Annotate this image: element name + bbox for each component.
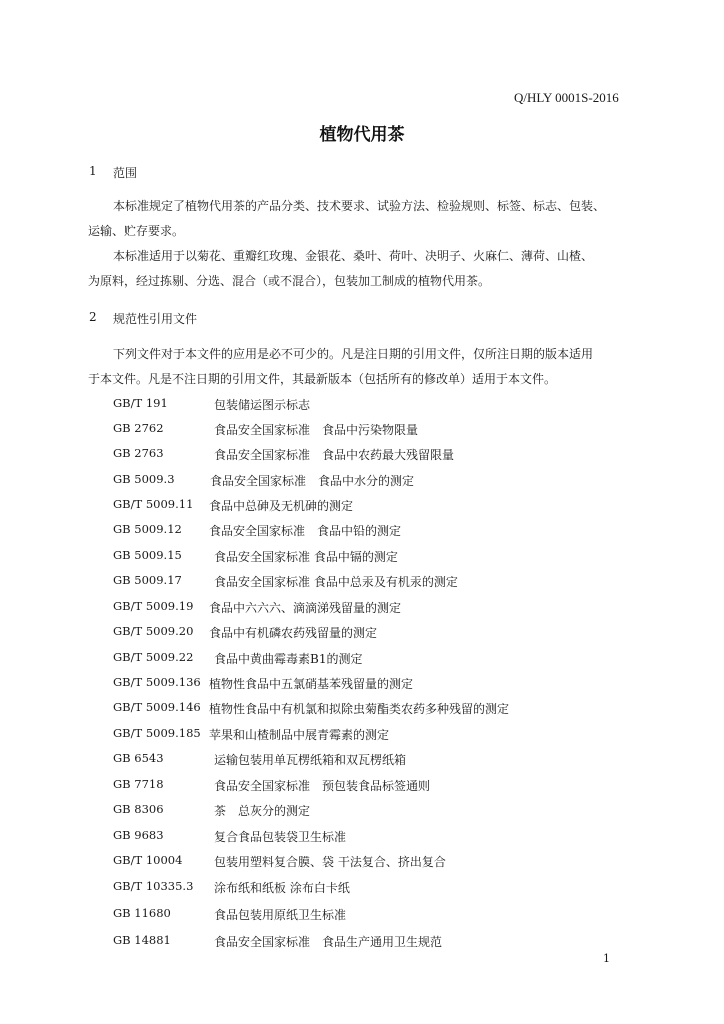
reference-title: 食品中总砷及无机砷的测定 bbox=[209, 499, 354, 513]
reference-title: 食品安全国家标准 食品中镉的测定 bbox=[214, 550, 398, 564]
section-1-para-2-line-2: 为原料，经过拣剔、分选、混合（或不混合），包装加工制成的植物代用茶。 bbox=[88, 274, 491, 288]
reference-code: GB 5009.3 bbox=[113, 472, 175, 486]
reference-title: 运输包装用单瓦楞纸箱和双瓦楞纸箱 bbox=[214, 753, 407, 767]
reference-title: 食品中黄曲霉毒素B1的测定 bbox=[214, 652, 363, 666]
section-1-number: 1 bbox=[89, 164, 97, 178]
page-number: 1 bbox=[603, 952, 610, 965]
reference-code: GB/T 5009.19 bbox=[113, 599, 194, 613]
reference-code: GB 5009.15 bbox=[113, 548, 182, 562]
reference-code: GB 8306 bbox=[113, 802, 164, 816]
reference-code: GB/T 5009.136 bbox=[113, 675, 201, 689]
reference-title: 食品安全国家标准 食品生产通用卫生规范 bbox=[214, 935, 443, 949]
reference-code: GB/T 10004 bbox=[113, 853, 183, 867]
reference-code: GB/T 191 bbox=[113, 396, 168, 410]
reference-code: GB/T 5009.22 bbox=[113, 650, 194, 664]
reference-code: GB 11680 bbox=[113, 906, 171, 920]
document-code: Q/HLY 0001S-2016 bbox=[514, 90, 619, 105]
reference-code: GB/T 5009.185 bbox=[113, 726, 201, 740]
reference-title: 茶 总灰分的测定 bbox=[214, 804, 311, 818]
reference-title: 复合食品包装袋卫生标准 bbox=[214, 830, 347, 844]
reference-code: GB 5009.17 bbox=[113, 573, 182, 587]
section-2-para-line-2: 于本文件。凡是不注日期的引用文件，其最新版本（包括所有的修改单）适用于本文件。 bbox=[88, 372, 557, 386]
section-1-title: 范围 bbox=[113, 166, 138, 180]
section-1-para-2-line-1: 本标准适用于以菊花、重瓣红玫瑰、金银花、桑叶、荷叶、决明子、火麻仁、薄荷、山楂、 bbox=[113, 249, 594, 263]
reference-code: GB 7718 bbox=[113, 777, 164, 791]
reference-title: 包装用塑料复合膜、袋 干法复合、挤出复合 bbox=[214, 855, 446, 869]
reference-title: 食品安全国家标准 食品中污染物限量 bbox=[214, 423, 419, 437]
reference-title: 苹果和山楂制品中展青霉素的测定 bbox=[209, 728, 390, 742]
reference-code: GB 6543 bbox=[113, 751, 164, 765]
reference-title: 植物性食品中有机氯和拟除虫菊酯类农药多种残留的测定 bbox=[209, 702, 510, 716]
section-2-title: 规范性引用文件 bbox=[113, 312, 198, 326]
reference-code: GB 5009.12 bbox=[113, 522, 182, 536]
reference-title: 食品安全国家标准 预包装食品标签通则 bbox=[214, 779, 431, 793]
reference-title: 食品中有机磷农药残留量的测定 bbox=[209, 626, 378, 640]
document-title: 植物代用茶 bbox=[319, 125, 405, 145]
reference-title: 食品安全国家标准 食品中总汞及有机汞的测定 bbox=[214, 575, 458, 589]
section-1-para-1-line-1: 本标准规定了植物代用茶的产品分类、技术要求、试验方法、检验规则、标签、标志、包装、 bbox=[113, 199, 606, 213]
reference-title: 食品安全国家标准 食品中铅的测定 bbox=[209, 524, 402, 538]
reference-code: GB/T 5009.146 bbox=[113, 700, 201, 714]
reference-title: 食品安全国家标准 食品中水分的测定 bbox=[210, 474, 415, 488]
reference-title: 包装储运图示标志 bbox=[214, 398, 311, 412]
reference-code: GB 9683 bbox=[113, 828, 164, 842]
section-2-number: 2 bbox=[89, 310, 97, 324]
reference-title: 食品安全国家标准 食品中农药最大残留限量 bbox=[214, 448, 455, 462]
section-2-para-line-1: 下列文件对于本文件的应用是必不可少的。凡是注日期的引用文件，仅所注日期的版本适用 bbox=[113, 347, 594, 361]
reference-title: 食品包装用原纸卫生标准 bbox=[214, 908, 347, 922]
reference-code: GB 2763 bbox=[113, 446, 164, 460]
reference-code: GB 2762 bbox=[113, 421, 164, 435]
reference-code: GB/T 10335.3 bbox=[113, 879, 194, 893]
reference-title: 涂布纸和纸板 涂布白卡纸 bbox=[214, 881, 350, 895]
reference-title: 食品中六六六、滴滴涕残留量的测定 bbox=[209, 601, 402, 615]
section-1-para-1-line-2: 运输、贮存要求。 bbox=[88, 224, 185, 238]
reference-code: GB/T 5009.20 bbox=[113, 624, 194, 638]
reference-code: GB/T 5009.11 bbox=[113, 497, 194, 511]
reference-title: 植物性食品中五氯硝基苯残留量的测定 bbox=[209, 677, 414, 691]
reference-code: GB 14881 bbox=[113, 933, 171, 947]
